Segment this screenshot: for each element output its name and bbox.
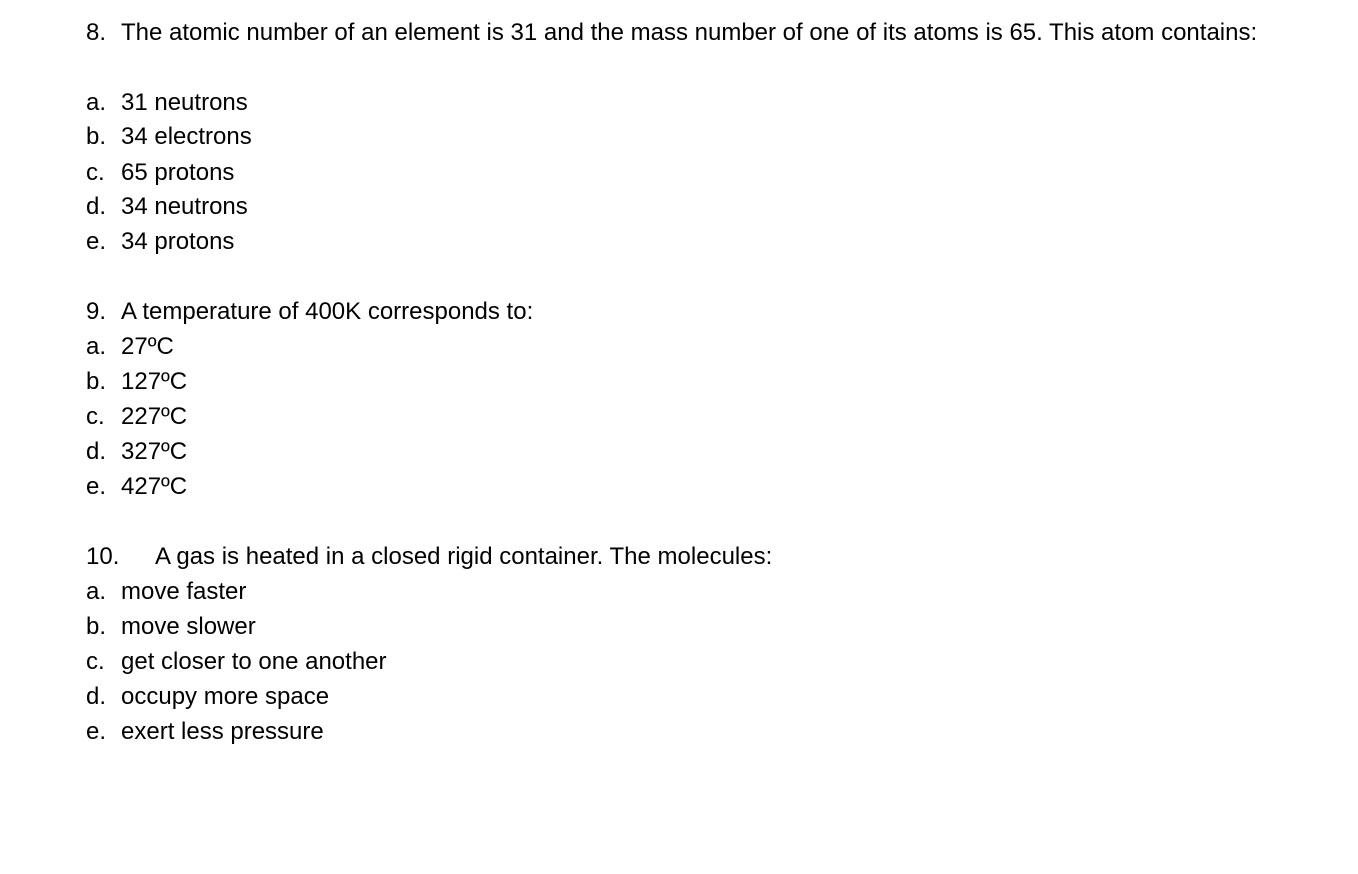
question-number: 10. (86, 543, 120, 570)
option-letter: d. (86, 438, 107, 465)
option-8d (86, 192, 248, 222)
question-9 (86, 297, 533, 327)
question-10 (86, 542, 772, 572)
option-9c (86, 402, 187, 432)
option-text: get closer to one another (121, 648, 387, 675)
option-8b (86, 122, 252, 152)
option-9a (86, 332, 174, 362)
option-10e (86, 717, 324, 747)
option-8c (86, 158, 234, 188)
option-letter: d. (86, 193, 107, 220)
option-10c (86, 647, 387, 677)
option-9b (86, 367, 187, 397)
option-8e (86, 227, 234, 257)
option-10b (86, 612, 256, 642)
option-letter: e. (86, 718, 107, 745)
option-text: 127ºC (121, 368, 188, 395)
option-letter: b. (86, 123, 107, 150)
question-text: The atomic number of an element is 31 and the mass number of one of its atoms is 65. This atom contains: (121, 19, 1258, 46)
option-text: 34 neutrons (121, 193, 248, 220)
option-text: 34 protons (121, 228, 235, 255)
option-9d (86, 437, 187, 467)
option-letter: b. (86, 368, 107, 395)
option-letter: a. (86, 89, 107, 116)
option-letter: a. (86, 578, 107, 605)
question-text: A temperature of 400K corresponds to: (121, 298, 534, 325)
question-number: 8. (86, 19, 107, 46)
option-text: exert less pressure (121, 718, 324, 745)
option-text: 427ºC (121, 473, 188, 500)
option-text: move slower (121, 613, 256, 640)
question-text: A gas is heated in a closed rigid container. The molecules: (155, 543, 773, 570)
option-letter: c. (86, 648, 105, 675)
question-number: 9. (86, 298, 107, 325)
option-letter: c. (86, 159, 105, 186)
option-9e (86, 472, 187, 502)
option-letter: b. (86, 613, 107, 640)
option-text: move faster (121, 578, 247, 605)
option-text: occupy more space (121, 683, 330, 710)
option-letter: e. (86, 228, 107, 255)
option-text: 227ºC (121, 403, 188, 430)
option-text: 65 protons (121, 159, 235, 186)
option-letter: a. (86, 333, 107, 360)
option-text: 327ºC (121, 438, 188, 465)
option-text: 34 electrons (121, 123, 252, 150)
option-text: 31 neutrons (121, 89, 248, 116)
option-letter: e. (86, 473, 107, 500)
option-text: 27ºC (121, 333, 174, 360)
option-8a (86, 88, 248, 118)
option-10a (86, 577, 246, 607)
option-10d (86, 682, 329, 712)
option-letter: c. (86, 403, 105, 430)
question-8 (86, 18, 1257, 48)
option-letter: d. (86, 683, 107, 710)
